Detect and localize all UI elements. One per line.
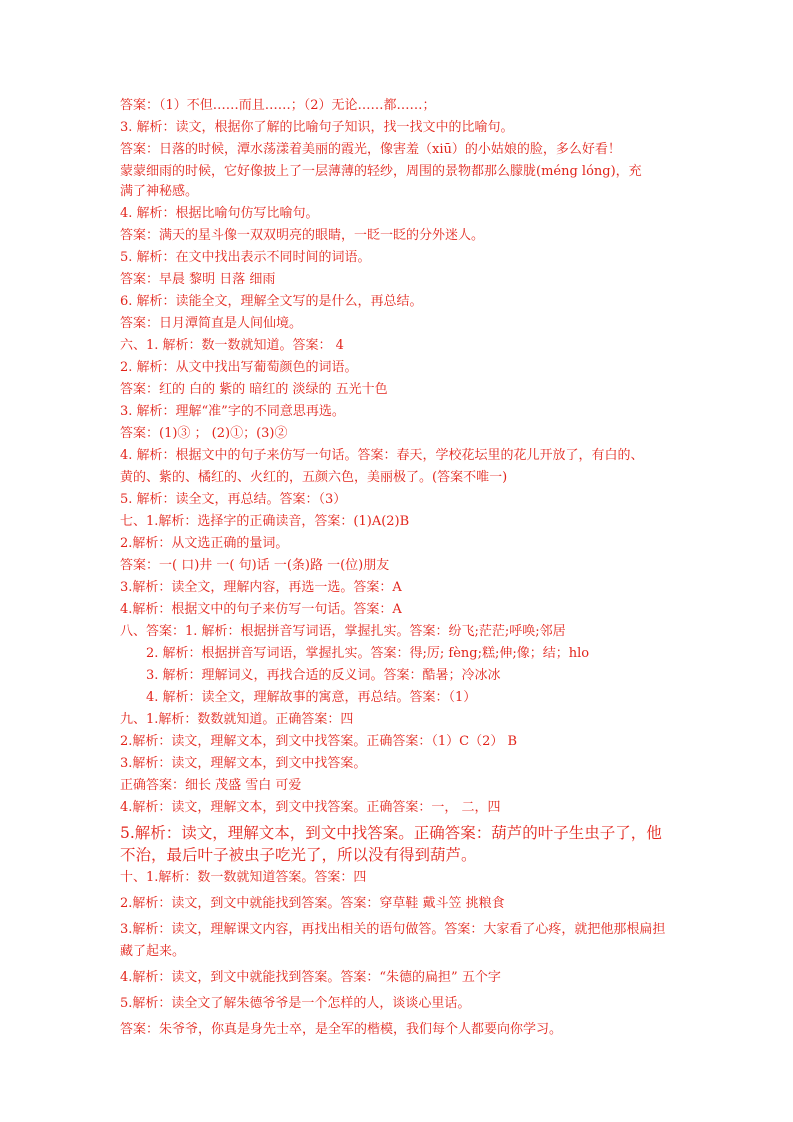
analysis-line-large: 不治，最后叶子被虫子吃光了，所以没有得到葫芦。 bbox=[120, 846, 477, 864]
analysis-line: 2.解析：读文，到文中就能找到答案。答案：穿草鞋 戴斗笠 挑粮食 bbox=[120, 896, 505, 911]
answer-line: 满了神秘感。 bbox=[120, 184, 199, 199]
answer-line: 答案：日落的时候，潭水荡漾着美丽的霞光，像害羞（xiū）的小姑娘的脸，多么好看！ bbox=[120, 142, 621, 157]
answer-line: 正确答案：细长 茂盛 雪白 可爱 bbox=[120, 778, 302, 793]
answer-line: 答案：红的 白的 紫的 暗红的 淡绿的 五光十色 bbox=[120, 382, 388, 397]
answer-line: 答案：早晨 黎明 日落 细雨 bbox=[120, 272, 276, 287]
analysis-line: 3.解析：读文，理解课文内容，再找出相关的语句做答。答案：大家看了心疼，就把他那根扁担 bbox=[120, 922, 666, 937]
answer-line: 答案：朱爷爷，你真是身先士卒，是全军的楷模，我们每个人都要向你学习。 bbox=[120, 1022, 563, 1037]
answer-line: 答案：(1)③ ； (2)①；(3)② bbox=[120, 426, 288, 441]
section-ten-heading: 十、1.解析：数一数就知道答案。答案：四 bbox=[120, 870, 367, 885]
section-nine-heading: 九、1.解析：数数就知道。正确答案：四 bbox=[120, 712, 354, 727]
analysis-line: 2. 解析：从文中找出写葡萄颜色的词语。 bbox=[120, 360, 358, 375]
analysis-line: 4.解析：读文，理解文本，到文中找答案。正确答案：一， 二，四 bbox=[120, 800, 501, 815]
section-eight-heading: 八、答案：1. 解析：根据拼音写词语，掌握扎实。答案：纷飞;茫茫;呼唤;邻居 bbox=[120, 624, 566, 639]
answer-line: 蒙蒙细雨的时候，它好像披上了一层薄薄的轻纱，周围的景物都那么朦胧(méng lóng)，充 bbox=[120, 164, 642, 179]
analysis-line: 3.解析：读全文，理解内容，再选一选。答案：A bbox=[120, 580, 402, 595]
analysis-line: 4. 解析：根据比喻句仿写比喻句。 bbox=[120, 206, 319, 221]
analysis-line: 2.解析：从文选正确的量词。 bbox=[120, 536, 289, 551]
section-six-heading: 六、1. 解析：数一数就知道。答案： 4 bbox=[120, 338, 344, 353]
analysis-line: 2.解析：读文，理解文本，到文中找答案。正确答案：（1）C（2） B bbox=[120, 734, 518, 749]
answer-line: 答案：（1）不但……而且……；（2）无论……都……； bbox=[120, 98, 436, 113]
analysis-line: 5. 解析：读全文，再总结。答案：（3） bbox=[120, 492, 347, 507]
analysis-line: 4. 解析：读全文，理解故事的寓意，再总结。答案：（1） bbox=[146, 690, 477, 705]
analysis-line: 4. 解析：根据文中的句子来仿写一句话。答案：春天，学校花坛里的花儿开放了，有白的、 bbox=[120, 448, 644, 463]
analysis-line: 6. 解析：读能全文，理解全文写的是什么，再总结。 bbox=[120, 294, 423, 309]
analysis-line-large: 5.解析：读文，理解文本，到文中找答案。正确答案：葫芦的叶子生虫子了，他 bbox=[120, 824, 662, 842]
answer-line: 答案：满天的星斗像一双双明亮的眼睛，一眨一眨的分外迷人。 bbox=[120, 228, 485, 243]
answer-line: 答案：一( 口)井 一( 句)话 一(条)路 一(位)朋友 bbox=[120, 558, 390, 573]
analysis-line: 4.解析：读文，到文中就能找到答案。答案：“朱德的扁担” 五个字 bbox=[120, 970, 501, 985]
analysis-line: 2. 解析：根据拼音写词语，掌握扎实。答案：得;厉; fèng;糕;伸;像；结；hlo bbox=[146, 646, 590, 661]
analysis-line: 4.解析：根据文中的句子来仿写一句话。答案：A bbox=[120, 602, 402, 617]
section-seven-heading: 七、1.解析：选择字的正确读音，答案：(1)A(2)B bbox=[120, 514, 410, 529]
analysis-line: 3. 解析：理解“准”字的不同意思再选。 bbox=[120, 404, 345, 419]
analysis-line: 5.解析：读全文了解朱德爷爷是一个怎样的人，谈谈心里话。 bbox=[120, 996, 471, 1011]
analysis-line: 3. 解析：读文，根据你了解的比喻句子知识，找一找文中的比喻句。 bbox=[120, 120, 514, 135]
answer-line: 黄的、紫的、橘红的、火红的，五颜六色，美丽极了。(答案不唯一) bbox=[120, 470, 508, 485]
analysis-line: 5. 解析：在文中找出表示不同时间的词语。 bbox=[120, 250, 371, 265]
analysis-line: 3. 解析：理解词义，再找合适的反义词。答案：酷暑；冷冰冰 bbox=[146, 668, 501, 683]
analysis-line: 3.解析：读文，理解文本，到文中找答案。 bbox=[120, 756, 367, 771]
answer-line: 藏了起来。 bbox=[120, 944, 186, 959]
answer-line: 答案：日月潭简直是人间仙境。 bbox=[120, 316, 303, 331]
